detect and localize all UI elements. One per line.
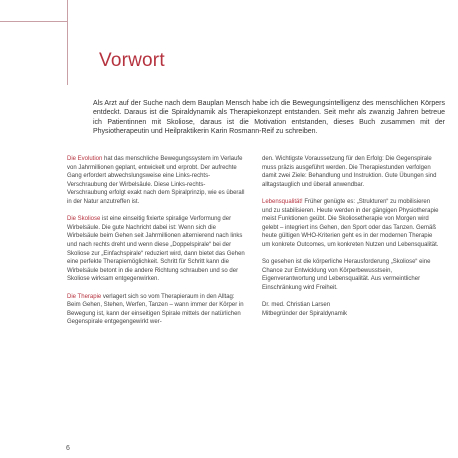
paragraph-conclusion: So gesehen ist die körperliche Herausforderung „Skoliose“ eine Chance zur Entwicklung von Körperbewusstsein, Eigenverantwortung und Lebensqualität. Aus vermeintlicher Einschränkung wird Freiheit. — [262, 259, 431, 291]
signature-name: Dr. med. Christian Larsen — [262, 302, 331, 309]
keyword-evolution: Die Evolution — [67, 156, 103, 162]
header-rule-vertical — [67, 0, 68, 85]
signature-block — [262, 301, 440, 318]
paragraph-therapie — [67, 293, 245, 327]
header-rule-horizontal — [0, 21, 67, 22]
page-number: 6 — [66, 445, 70, 452]
signature-role: Mitbegründer der Spiraldynamik — [262, 310, 348, 317]
keyword-lebensqualitaet: Lebensqualität! — [262, 198, 303, 205]
paragraph-continuation: den. Wichtigste Voraussetzung für den Erfolg: Die Gegenspirale muss präzis ausgeführt werden. Die Therapiestunden verfolgen damit zwei Ziele: Behandlung und Instruktion. Gute Übungen sind alltagstauglich und überall anwendbar. — [262, 156, 437, 188]
keyword-therapie: Die Therapie — [67, 293, 102, 300]
page-title: Vorwort — [99, 50, 165, 71]
paragraph-skoliose-text: ist eine einseitig fixierte spiralige Verformung der Wirbelsäule. Die gute Nachricht dabei ist: Wenn sich die Wirbelsäule beim Gehen seit Jahrmillionen alternierend nach links und nach rechts dreht und wenn diese „Doppelspirale“ bei der Skoliose zur „Einfachspirale“ reduziert wird, dann bietet das Gehen eine perfekte Therapiemöglichkeit. Schritt für Schritt kann die Wirbelsäule betont in die andere Richtung schrauben und so der Skoliose wirksam entgegenwirken. — [67, 216, 245, 283]
paragraph-evolution-text: hat das menschliche Bewegungssystem im Verlaufe von Jahrmillionen geplant, entwickelt und erprobt. Der aufrechte Gang erfordert abwechslungsweise eine Links-rechts-Verschraubung der Wirbelsäule. Diese Links-rechts-Verschraubung erfolgt exakt nach dem Spiralprinzip, wie es überall in der Natur anzutreffen ist. — [67, 156, 245, 205]
paragraph-lebensqualitaet — [262, 198, 440, 250]
paragraph-skoliose — [67, 215, 245, 284]
paragraph-evolution — [67, 155, 245, 207]
right-column — [262, 155, 440, 318]
keyword-skoliose: Die Skoliose — [67, 216, 101, 223]
left-column — [67, 155, 245, 335]
paragraph-lebensqualitaet-text: Früher genügte es: „Strukturen“ zu mobilisieren und zu stabilisieren. Heute werden in der gängigen Physiotherapie meist Funktionen geübt. Die Skoliosetherapie von Morgen wird gelebt – integriert ins Gehen, den Sport oder das Tanzen. Gemäß heute gültigen WHO-Kriterien geht es in der modernen Therapie um konkrete Outcomes, um konkreten Nutzen und Lebensqualität. — [262, 198, 439, 248]
intro-paragraph: Als Arzt auf der Suche nach dem Bauplan Mensch habe ich die Bewegungsintelligenz des menschlichen Körpers entdeckt. Daraus ist die Spiraldynamik als Therapiekonzept entstanden. Seit mehr als zwanzig Jahren betreue ich Patientinnen mit Skoliose, daraus ist die Motivation entstanden, dieses Buch zusammen mit der Physiotherapeutin und Heilpraktikerin Karin Rosmann-Reif zu schreiben. — [93, 100, 445, 136]
paragraph-therapie-text: verlagert sich so vom Therapieraum in den Alltag: Beim Gehen, Stehen, Werfen, Tanzen – wann immer der Körper in Bewegung ist, kann der einseitigen Spirale mittels der natürlichen Gegenspirale entgegengewirkt wer- — [67, 293, 244, 326]
